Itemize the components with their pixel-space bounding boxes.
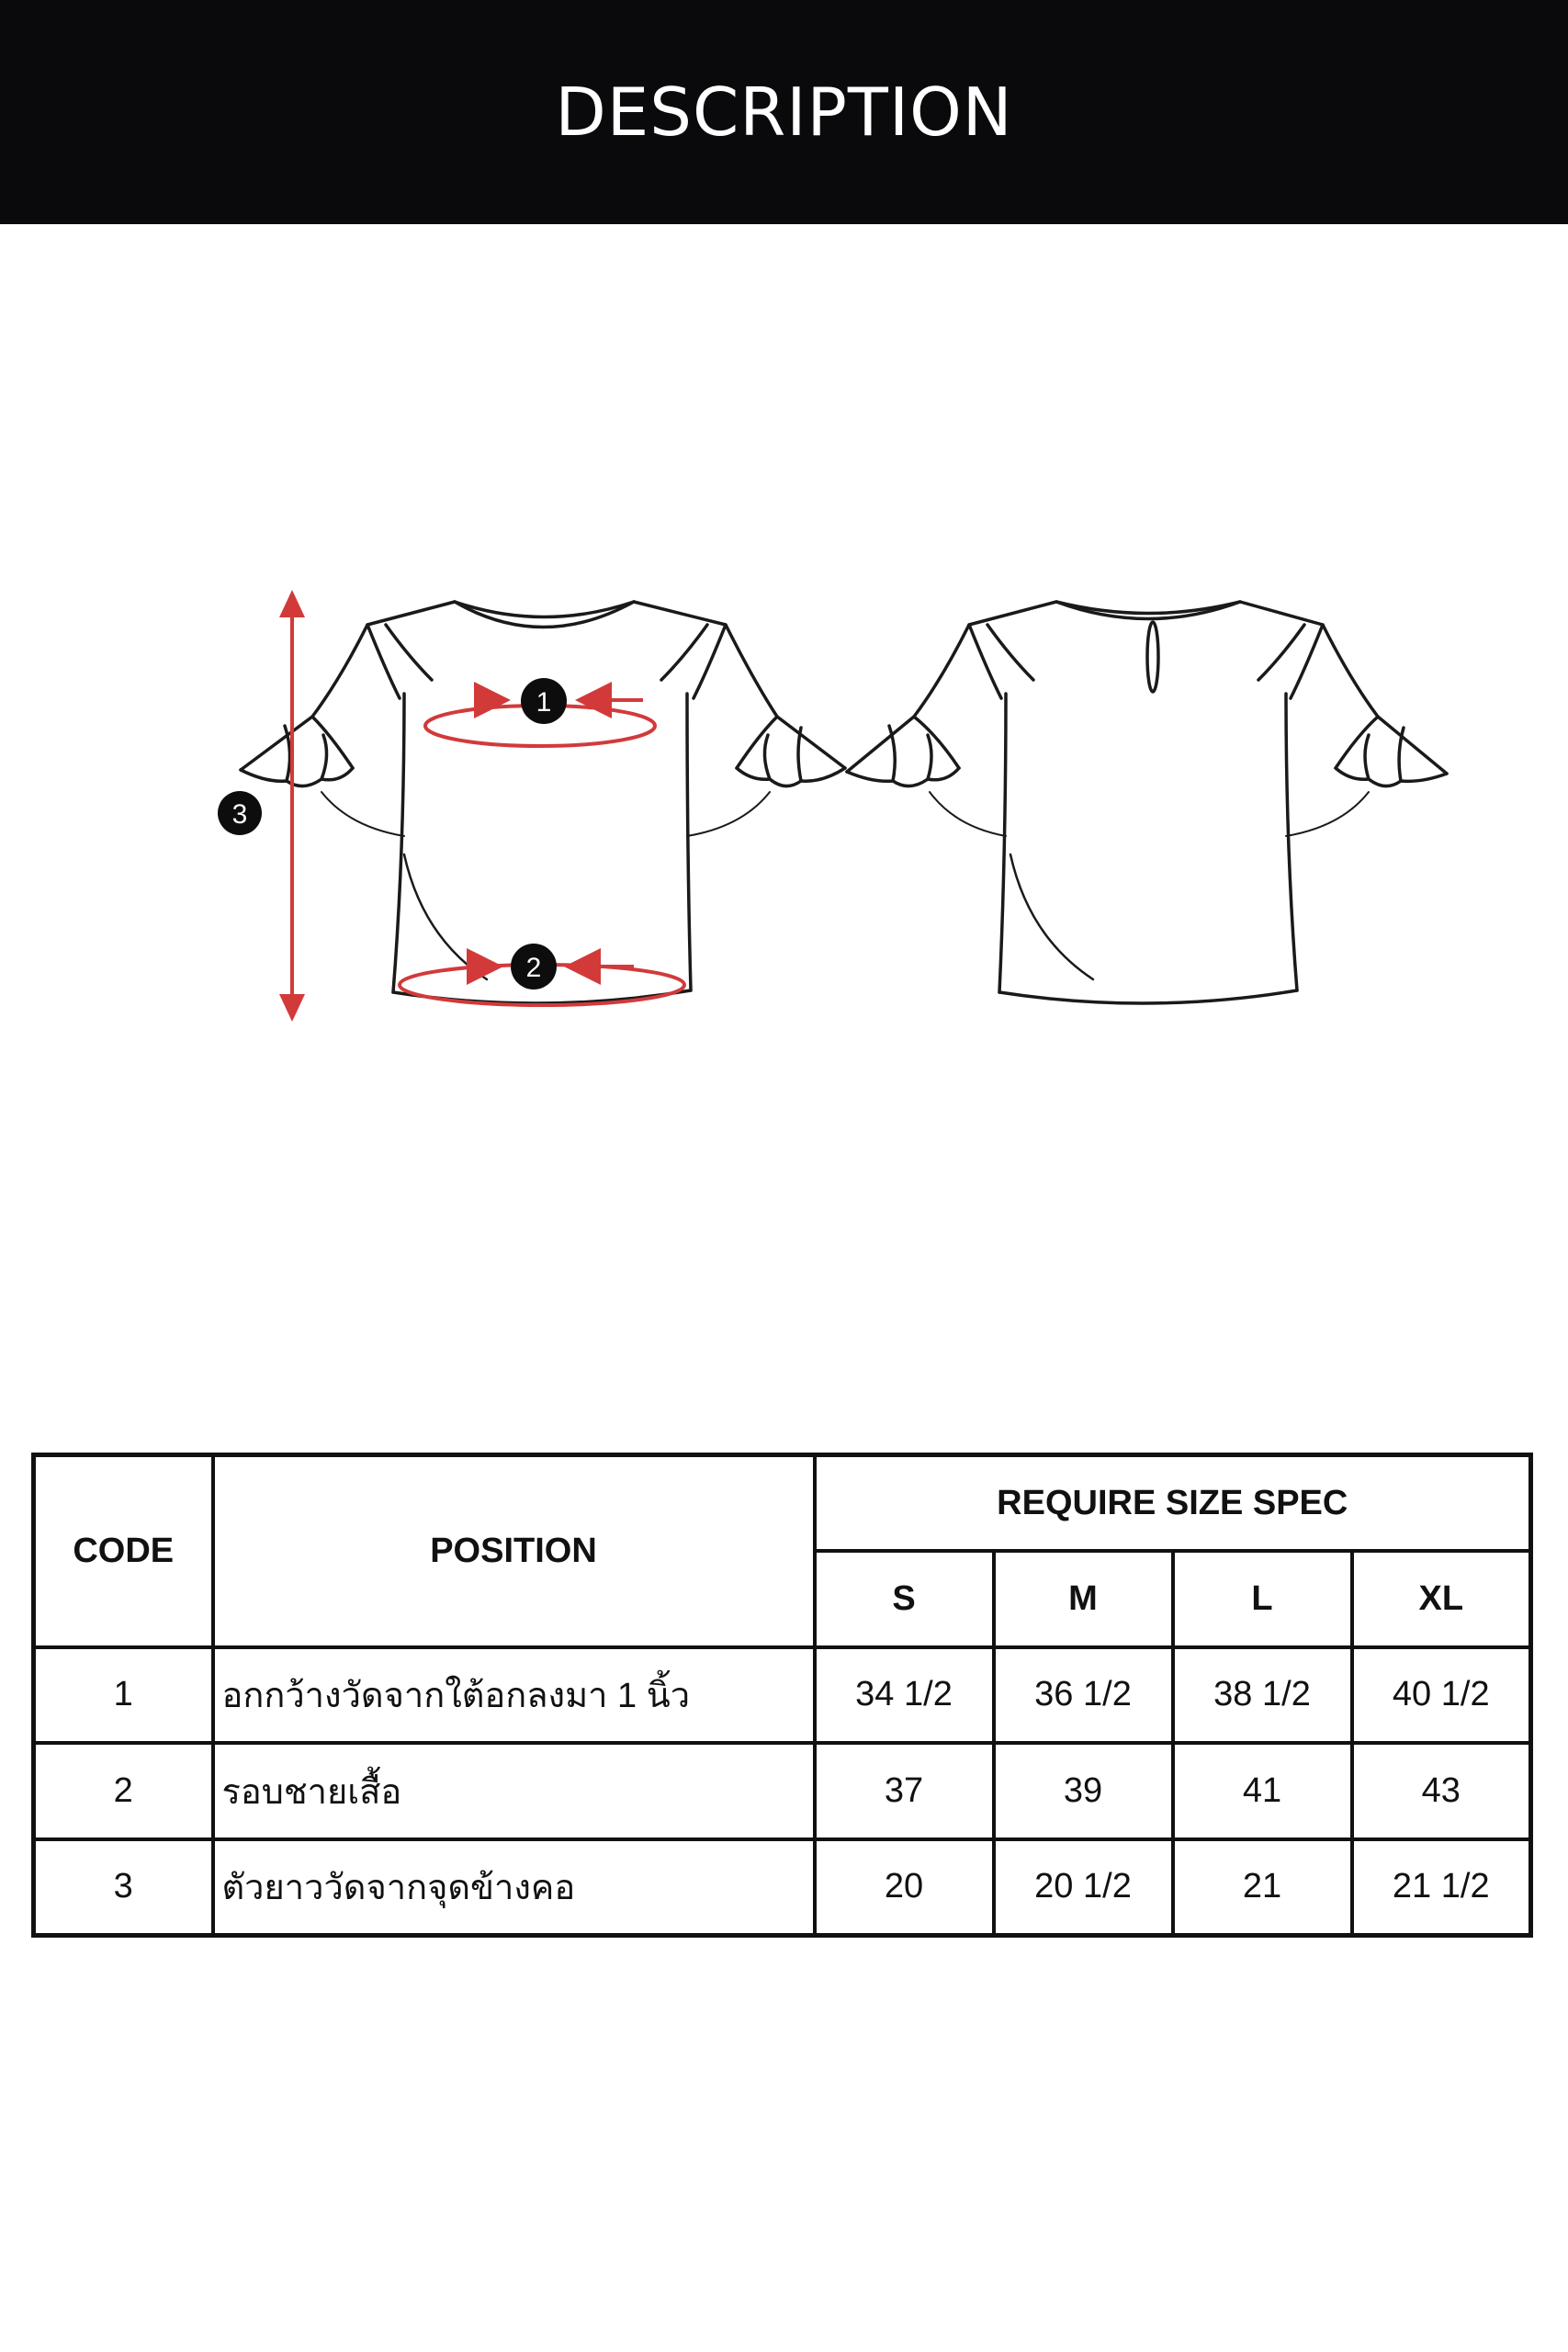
row-value-m: 20 1/2: [994, 1839, 1173, 1936]
row-position: ตัวยาววัดจากจุดข้างคอ: [213, 1839, 815, 1936]
back-view: [847, 602, 1447, 1003]
row-value-l: 38 1/2: [1173, 1647, 1352, 1744]
row-value-l: 41: [1173, 1743, 1352, 1839]
row-value-m: 36 1/2: [994, 1647, 1173, 1744]
row-value-s: 34 1/2: [815, 1647, 994, 1744]
row-position: รอบชายเสื้อ: [213, 1743, 815, 1839]
size-spec-header: REQUIRE SIZE SPEC: [815, 1455, 1531, 1552]
marker-3: [218, 791, 262, 835]
row-value-m: 39: [994, 1743, 1173, 1839]
garment-sketch: [0, 551, 1568, 1066]
row-value-s: 20: [815, 1839, 994, 1936]
page-title: DESCRIPTION: [555, 74, 1013, 151]
size-header-s: S: [815, 1551, 994, 1647]
measurement-overlay: [279, 590, 684, 1022]
table-row: [34, 1647, 1531, 1744]
table-header-row: [34, 1455, 1531, 1552]
length-arrow-top: [279, 590, 305, 617]
position-header: POSITION: [213, 1455, 815, 1647]
marker-1: [521, 678, 567, 724]
marker-1-label: 1: [536, 687, 552, 718]
row-position: อกกว้างวัดจากใต้อกลงมา 1 นิ้ว: [213, 1647, 815, 1744]
row-code: 2: [34, 1743, 213, 1839]
marker-3-label: 3: [231, 799, 248, 830]
row-value-s: 37: [815, 1743, 994, 1839]
row-value-l: 21: [1173, 1839, 1352, 1936]
front-view: [241, 602, 845, 1003]
row-code: 1: [34, 1647, 213, 1744]
marker-2: [511, 944, 557, 989]
garment-diagram: [0, 551, 1568, 1066]
length-arrow-bottom: [279, 994, 305, 1022]
table-row: [34, 1839, 1531, 1936]
code-header: CODE: [34, 1455, 213, 1647]
size-header-m: M: [994, 1551, 1173, 1647]
row-value-xl: 43: [1352, 1743, 1531, 1839]
size-header-xl: XL: [1352, 1551, 1531, 1647]
row-value-xl: 21 1/2: [1352, 1839, 1531, 1936]
header-bar: [0, 0, 1568, 224]
marker-2-label: 2: [525, 953, 542, 983]
table-row: [34, 1743, 1531, 1839]
row-value-xl: 40 1/2: [1352, 1647, 1531, 1744]
row-code: 3: [34, 1839, 213, 1936]
size-header-l: L: [1173, 1551, 1352, 1647]
size-spec-table: [31, 1453, 1533, 1938]
